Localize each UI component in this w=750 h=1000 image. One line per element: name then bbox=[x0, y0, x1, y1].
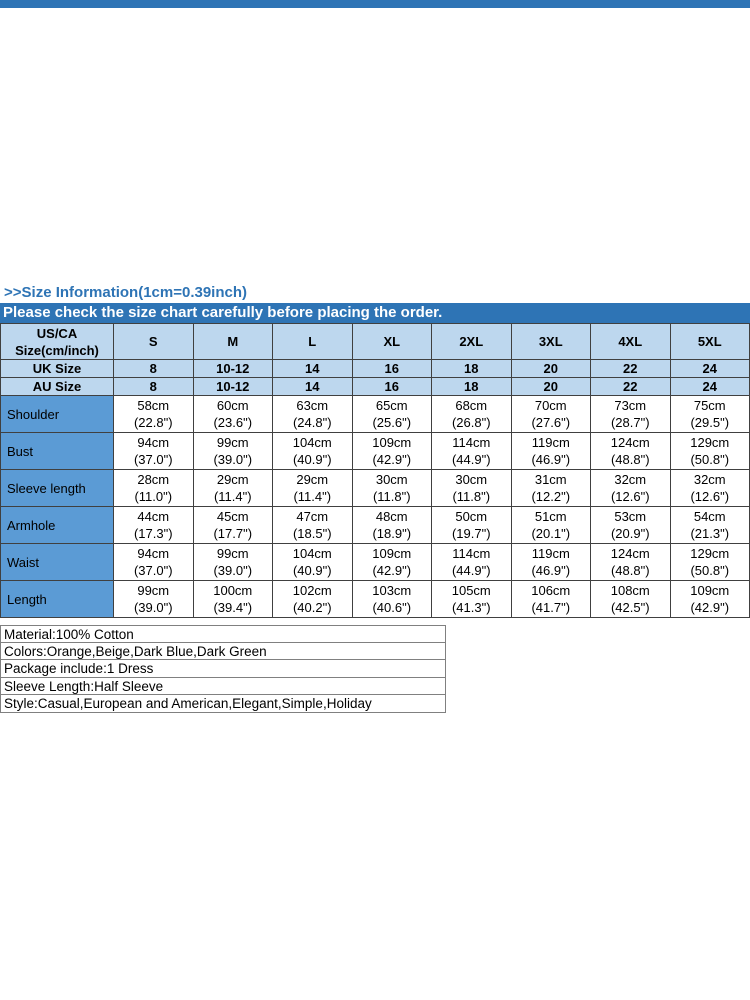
size-header-l: L bbox=[273, 324, 353, 360]
value-cm: 102cm bbox=[292, 583, 332, 598]
uk-size-4xl: 22 bbox=[591, 360, 671, 378]
value-2xl bbox=[432, 507, 512, 544]
value-3xl bbox=[511, 396, 591, 433]
uk-size-s: 8 bbox=[114, 360, 194, 378]
value-inch: (17.7") bbox=[213, 526, 253, 541]
value-inch: (44.9") bbox=[451, 452, 491, 467]
us-ca-label-line2: Size(cm/inch) bbox=[15, 342, 99, 358]
value-inch: (11.4") bbox=[213, 489, 252, 504]
value-xl bbox=[352, 433, 432, 470]
value-m bbox=[193, 396, 273, 433]
measurement-row-length bbox=[1, 581, 750, 618]
au-size-m: 10-12 bbox=[193, 378, 273, 396]
value-inch: (39.4") bbox=[213, 600, 253, 615]
value-cm: 129cm bbox=[690, 546, 730, 561]
au-size-label: AU Size bbox=[1, 378, 114, 396]
value-cm: 108cm bbox=[610, 583, 650, 598]
value-inch: (18.5") bbox=[292, 526, 332, 541]
value-inch: (48.8") bbox=[610, 452, 650, 467]
value-m bbox=[193, 433, 273, 470]
value-cm: 114cm bbox=[452, 435, 491, 450]
value-inch: (21.3") bbox=[690, 526, 730, 541]
value-inch: (19.7") bbox=[451, 526, 491, 541]
value-inch: (28.7") bbox=[610, 415, 650, 430]
value-inch: (11.8") bbox=[452, 489, 491, 504]
value-l bbox=[273, 581, 353, 618]
uk-size-2xl: 18 bbox=[432, 360, 512, 378]
value-inch: (20.1") bbox=[531, 526, 571, 541]
measurement-label: Armhole bbox=[1, 507, 114, 544]
value-inch: (20.9") bbox=[610, 526, 650, 541]
value-xl bbox=[352, 396, 432, 433]
uk-size-label: UK Size bbox=[1, 360, 114, 378]
measurement-label: Waist bbox=[1, 544, 114, 581]
value-inch: (40.9") bbox=[292, 563, 332, 578]
au-size-l: 14 bbox=[273, 378, 353, 396]
value-cm: 109cm bbox=[372, 435, 412, 450]
value-4xl bbox=[591, 470, 671, 507]
value-cm: 124cm bbox=[610, 546, 650, 561]
value-3xl bbox=[511, 433, 591, 470]
value-cm: 48cm bbox=[375, 509, 408, 524]
value-cm: 30cm bbox=[375, 472, 408, 487]
value-cm: 60cm bbox=[216, 398, 249, 413]
value-cm: 75cm bbox=[693, 398, 726, 413]
value-3xl bbox=[511, 470, 591, 507]
value-cm: 65cm bbox=[375, 398, 408, 413]
value-cm: 119cm bbox=[531, 435, 570, 450]
value-cm: 28cm bbox=[137, 472, 170, 487]
value-inch: (42.9") bbox=[372, 563, 412, 578]
value-inch: (22.8") bbox=[133, 415, 173, 430]
value-cm: 103cm bbox=[372, 583, 412, 598]
value-l bbox=[273, 507, 353, 544]
value-m bbox=[193, 507, 273, 544]
value-cm: 119cm bbox=[531, 546, 570, 561]
value-inch: (39.0") bbox=[213, 563, 253, 578]
value-inch: (44.9") bbox=[451, 563, 491, 578]
value-cm: 109cm bbox=[372, 546, 412, 561]
value-inch: (37.0") bbox=[133, 452, 173, 467]
top-accent-bar bbox=[0, 0, 750, 8]
value-inch: (41.7") bbox=[531, 600, 571, 615]
value-cm: 51cm bbox=[534, 509, 567, 524]
value-cm: 30cm bbox=[455, 472, 488, 487]
value-inch: (23.6") bbox=[213, 415, 253, 430]
value-s bbox=[114, 396, 194, 433]
au-size-5xl: 24 bbox=[670, 378, 750, 396]
value-cm: 53cm bbox=[614, 509, 647, 524]
value-s bbox=[114, 544, 194, 581]
au-size-row bbox=[1, 378, 750, 396]
detail-line: Material:100% Cotton bbox=[0, 625, 446, 643]
detail-line: Colors:Orange,Beige,Dark Blue,Dark Green bbox=[0, 643, 446, 661]
value-xl bbox=[352, 581, 432, 618]
value-cm: 104cm bbox=[292, 435, 332, 450]
value-cm: 124cm bbox=[610, 435, 650, 450]
value-cm: 63cm bbox=[296, 398, 329, 413]
value-cm: 45cm bbox=[216, 509, 249, 524]
us-ca-label-line1: US/CA bbox=[36, 325, 78, 341]
size-header-m: M bbox=[193, 324, 273, 360]
size-header-xl: XL bbox=[352, 324, 432, 360]
uk-size-5xl: 24 bbox=[670, 360, 750, 378]
au-size-2xl: 18 bbox=[432, 378, 512, 396]
uk-size-row bbox=[1, 360, 750, 378]
value-cm: 68cm bbox=[455, 398, 488, 413]
value-cm: 99cm bbox=[137, 583, 170, 598]
value-cm: 114cm bbox=[452, 546, 491, 561]
value-inch: (48.8") bbox=[610, 563, 650, 578]
measurement-row-armhole bbox=[1, 507, 750, 544]
value-4xl bbox=[591, 433, 671, 470]
value-inch: (41.3") bbox=[451, 600, 491, 615]
value-5xl bbox=[670, 470, 750, 507]
value-inch: (42.9") bbox=[690, 600, 730, 615]
value-inch: (26.8") bbox=[451, 415, 491, 430]
value-inch: (37.0") bbox=[133, 563, 173, 578]
value-inch: (25.6") bbox=[372, 415, 412, 430]
value-inch: (50.8") bbox=[690, 452, 730, 467]
size-table bbox=[0, 323, 750, 618]
value-cm: 31cm bbox=[534, 472, 567, 487]
value-m bbox=[193, 544, 273, 581]
measurement-label: Sleeve length bbox=[1, 470, 114, 507]
value-inch: (46.9") bbox=[531, 452, 571, 467]
detail-line: Package include:1 Dress bbox=[0, 660, 446, 678]
value-inch: (11.4") bbox=[293, 489, 332, 504]
au-size-s: 8 bbox=[114, 378, 194, 396]
value-cm: 99cm bbox=[216, 546, 249, 561]
value-2xl bbox=[432, 581, 512, 618]
value-cm: 29cm bbox=[216, 472, 249, 487]
value-cm: 58cm bbox=[137, 398, 170, 413]
measurement-row-bust bbox=[1, 433, 750, 470]
au-size-xl: 16 bbox=[352, 378, 432, 396]
value-cm: 54cm bbox=[693, 509, 726, 524]
value-inch: (40.9") bbox=[292, 452, 332, 467]
value-3xl bbox=[511, 544, 591, 581]
value-cm: 109cm bbox=[690, 583, 730, 598]
measurement-row-shoulder bbox=[1, 396, 750, 433]
size-header-5xl: 5XL bbox=[670, 324, 750, 360]
size-header-4xl: 4XL bbox=[591, 324, 671, 360]
value-5xl bbox=[670, 396, 750, 433]
value-inch: (12.2") bbox=[531, 489, 571, 504]
au-size-4xl: 22 bbox=[591, 378, 671, 396]
measurement-row-waist bbox=[1, 544, 750, 581]
value-inch: (17.3") bbox=[133, 526, 173, 541]
size-header-s: S bbox=[114, 324, 194, 360]
au-size-3xl: 20 bbox=[511, 378, 591, 396]
size-header-2xl: 2XL bbox=[432, 324, 512, 360]
value-inch: (39.0") bbox=[133, 600, 173, 615]
value-2xl bbox=[432, 544, 512, 581]
detail-line: Style:Casual,European and American,Elegant,Simple,Holiday bbox=[0, 695, 446, 713]
measurement-label: Shoulder bbox=[1, 396, 114, 433]
value-5xl bbox=[670, 544, 750, 581]
value-cm: 94cm bbox=[137, 435, 170, 450]
value-inch: (42.9") bbox=[372, 452, 412, 467]
value-s bbox=[114, 507, 194, 544]
value-inch: (12.6") bbox=[690, 489, 730, 504]
value-inch: (12.6") bbox=[610, 489, 650, 504]
detail-line: Sleeve Length:Half Sleeve bbox=[0, 678, 446, 696]
size-notice-banner: Please check the size chart carefully before placing the order. bbox=[0, 303, 750, 323]
size-table-body bbox=[1, 396, 750, 618]
value-5xl bbox=[670, 433, 750, 470]
value-cm: 50cm bbox=[455, 509, 488, 524]
value-cm: 106cm bbox=[531, 583, 571, 598]
value-cm: 94cm bbox=[137, 546, 170, 561]
value-2xl bbox=[432, 470, 512, 507]
value-inch: (40.6") bbox=[372, 600, 412, 615]
uk-size-m: 10-12 bbox=[193, 360, 273, 378]
measurement-row-sleeve-length bbox=[1, 470, 750, 507]
value-l bbox=[273, 470, 353, 507]
value-cm: 32cm bbox=[693, 472, 726, 487]
value-5xl bbox=[670, 507, 750, 544]
size-info-heading: >>Size Information(1cm=0.39inch) bbox=[4, 284, 247, 301]
value-l bbox=[273, 433, 353, 470]
value-5xl bbox=[670, 581, 750, 618]
measurement-label: Bust bbox=[1, 433, 114, 470]
size-table-header bbox=[1, 324, 750, 396]
uk-size-xl: 16 bbox=[352, 360, 432, 378]
value-s bbox=[114, 433, 194, 470]
value-inch: (27.6") bbox=[531, 415, 571, 430]
uk-size-3xl: 20 bbox=[511, 360, 591, 378]
value-cm: 129cm bbox=[690, 435, 730, 450]
value-cm: 29cm bbox=[296, 472, 329, 487]
value-xl bbox=[352, 507, 432, 544]
value-2xl bbox=[432, 396, 512, 433]
value-4xl bbox=[591, 581, 671, 618]
value-m bbox=[193, 470, 273, 507]
value-4xl bbox=[591, 544, 671, 581]
value-cm: 32cm bbox=[614, 472, 647, 487]
uk-size-l: 14 bbox=[273, 360, 353, 378]
value-s bbox=[114, 581, 194, 618]
value-inch: (40.2") bbox=[292, 600, 332, 615]
value-inch: (24.8") bbox=[292, 415, 332, 430]
value-inch: (11.0") bbox=[134, 489, 173, 504]
value-3xl bbox=[511, 507, 591, 544]
size-header-row bbox=[1, 324, 750, 360]
value-cm: 47cm bbox=[296, 509, 329, 524]
size-header-3xl: 3XL bbox=[511, 324, 591, 360]
value-cm: 73cm bbox=[614, 398, 647, 413]
value-2xl bbox=[432, 433, 512, 470]
value-cm: 100cm bbox=[213, 583, 253, 598]
product-details bbox=[0, 625, 446, 713]
value-inch: (39.0") bbox=[213, 452, 253, 467]
value-l bbox=[273, 544, 353, 581]
value-inch: (29.5") bbox=[690, 415, 730, 430]
value-cm: 70cm bbox=[534, 398, 567, 413]
value-inch: (42.5") bbox=[610, 600, 650, 615]
measurement-label: Length bbox=[1, 581, 114, 618]
value-xl bbox=[352, 544, 432, 581]
value-cm: 104cm bbox=[292, 546, 332, 561]
value-4xl bbox=[591, 396, 671, 433]
value-3xl bbox=[511, 581, 591, 618]
value-cm: 105cm bbox=[451, 583, 491, 598]
value-cm: 44cm bbox=[137, 509, 170, 524]
value-s bbox=[114, 470, 194, 507]
value-l bbox=[273, 396, 353, 433]
value-cm: 99cm bbox=[216, 435, 249, 450]
value-inch: (18.9") bbox=[372, 526, 412, 541]
value-m bbox=[193, 581, 273, 618]
value-inch: (50.8") bbox=[690, 563, 730, 578]
value-inch: (46.9") bbox=[531, 563, 571, 578]
value-xl bbox=[352, 470, 432, 507]
us-ca-size-label bbox=[1, 324, 114, 360]
value-inch: (11.8") bbox=[372, 489, 411, 504]
value-4xl bbox=[591, 507, 671, 544]
